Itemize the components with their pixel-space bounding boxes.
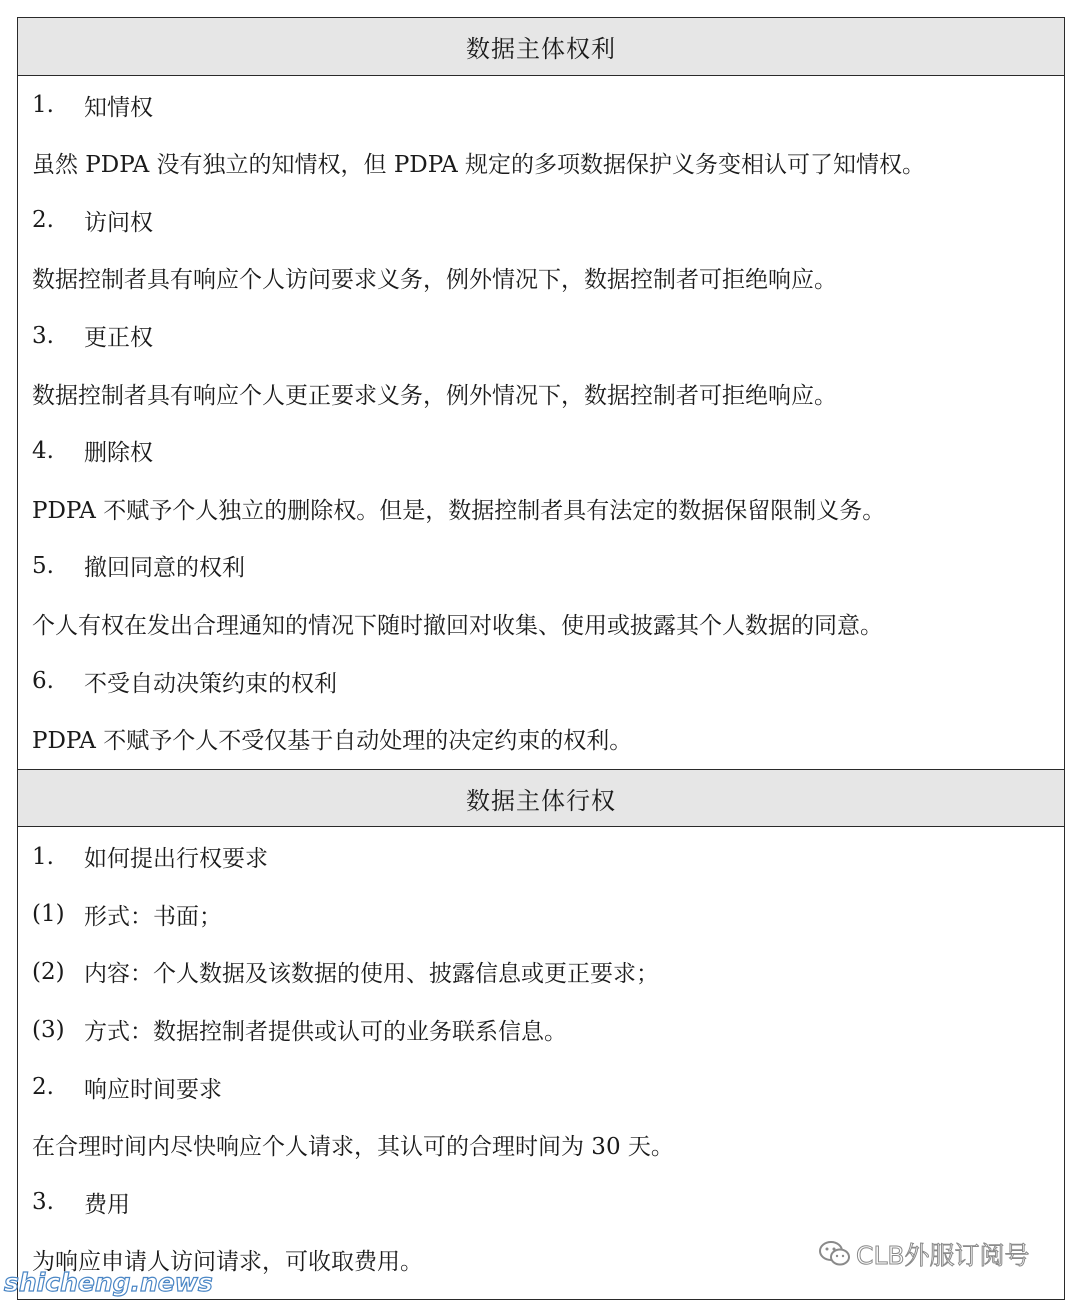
item-text: 方式：数据控制者提供或认可的业务联系信息。 [84, 1019, 567, 1046]
item-text: 费用 [84, 1191, 130, 1218]
item-number: (3) [32, 1016, 65, 1043]
list-item [32, 1116, 1050, 1174]
watermark-site: shicheng.news [4, 1268, 213, 1297]
item-text: 更正权 [84, 325, 153, 352]
item-text: PDPA 不赋予个人独立的删除权。但是，数据控制者具有法定的数据保留限制义务。 [32, 497, 886, 524]
section-title: 数据主体权利 [466, 35, 616, 63]
item-text: 不受自动决策约束的权利 [84, 670, 337, 697]
section-body-rights [18, 76, 1064, 769]
item-text: 虽然 PDPA 没有独立的知情权，但 PDPA 规定的多项数据保护义务变相认可了知情权。 [32, 152, 926, 179]
item-number: 3. [32, 322, 54, 349]
section-title: 数据主体行权 [466, 786, 616, 815]
list-item [32, 652, 1050, 710]
item-text: 形式：书面； [84, 903, 222, 930]
rights-table [17, 17, 1065, 1300]
item-text: 数据控制者具有响应个人更正要求义务，例外情况下，数据控制者可拒绝响应。 [32, 382, 837, 409]
list-item [32, 595, 1050, 653]
item-text: 如何提出行权要求 [84, 846, 268, 873]
item-number: (1) [32, 901, 65, 928]
list-item [32, 307, 1050, 365]
item-text: 内容：个人数据及该数据的使用、披露信息或更正要求； [84, 961, 659, 988]
wechat-icon [818, 1239, 852, 1269]
watermark-text: CLB外服订阅号 [856, 1241, 1030, 1270]
list-item [32, 134, 1050, 192]
item-text: 响应时间要求 [84, 1076, 222, 1103]
item-number: 2. [32, 1074, 54, 1101]
list-item [32, 537, 1050, 595]
section-header-rights [18, 18, 1064, 76]
item-text: 为响应申请人访问请求，可收取费用。 [32, 1249, 423, 1276]
list-item [32, 364, 1050, 422]
list-item [32, 422, 1050, 480]
list-item [32, 76, 1050, 134]
item-text: 知情权 [84, 94, 153, 121]
list-item [32, 480, 1050, 538]
item-number: 3. [32, 1189, 54, 1216]
item-number: 6. [32, 668, 54, 695]
item-number: 4. [32, 437, 54, 464]
list-item [32, 886, 1050, 944]
list-item [32, 192, 1050, 250]
item-text: 在合理时间内尽快响应个人请求，其认可的合理时间为 30 天。 [32, 1134, 674, 1161]
list-item [32, 1001, 1050, 1059]
section-body-exercise [18, 827, 1064, 1299]
item-number: 2. [32, 207, 54, 234]
watermark-wechat [818, 1236, 1030, 1272]
list-item [32, 1058, 1050, 1116]
item-text: 个人有权在发出合理通知的情况下随时撤回对收集、使用或披露其个人数据的同意。 [32, 613, 883, 640]
item-text: 撤回同意的权利 [84, 555, 245, 582]
list-item [32, 710, 1050, 768]
list-item [32, 249, 1050, 307]
item-text: 访问权 [84, 209, 153, 236]
item-text: PDPA 不赋予个人不受仅基于自动处理的决定约束的权利。 [32, 728, 633, 755]
item-number: 5. [32, 552, 54, 579]
item-text: 数据控制者具有响应个人访问要求义务，例外情况下，数据控制者可拒绝响应。 [32, 267, 837, 294]
list-item [32, 1174, 1050, 1232]
item-text: 删除权 [84, 440, 153, 467]
item-number: 1. [32, 843, 54, 870]
section-header-exercise [18, 769, 1064, 827]
list-item [32, 828, 1050, 886]
list-item [32, 943, 1050, 1001]
item-number: (2) [32, 958, 65, 985]
item-number: 1. [32, 92, 54, 118]
